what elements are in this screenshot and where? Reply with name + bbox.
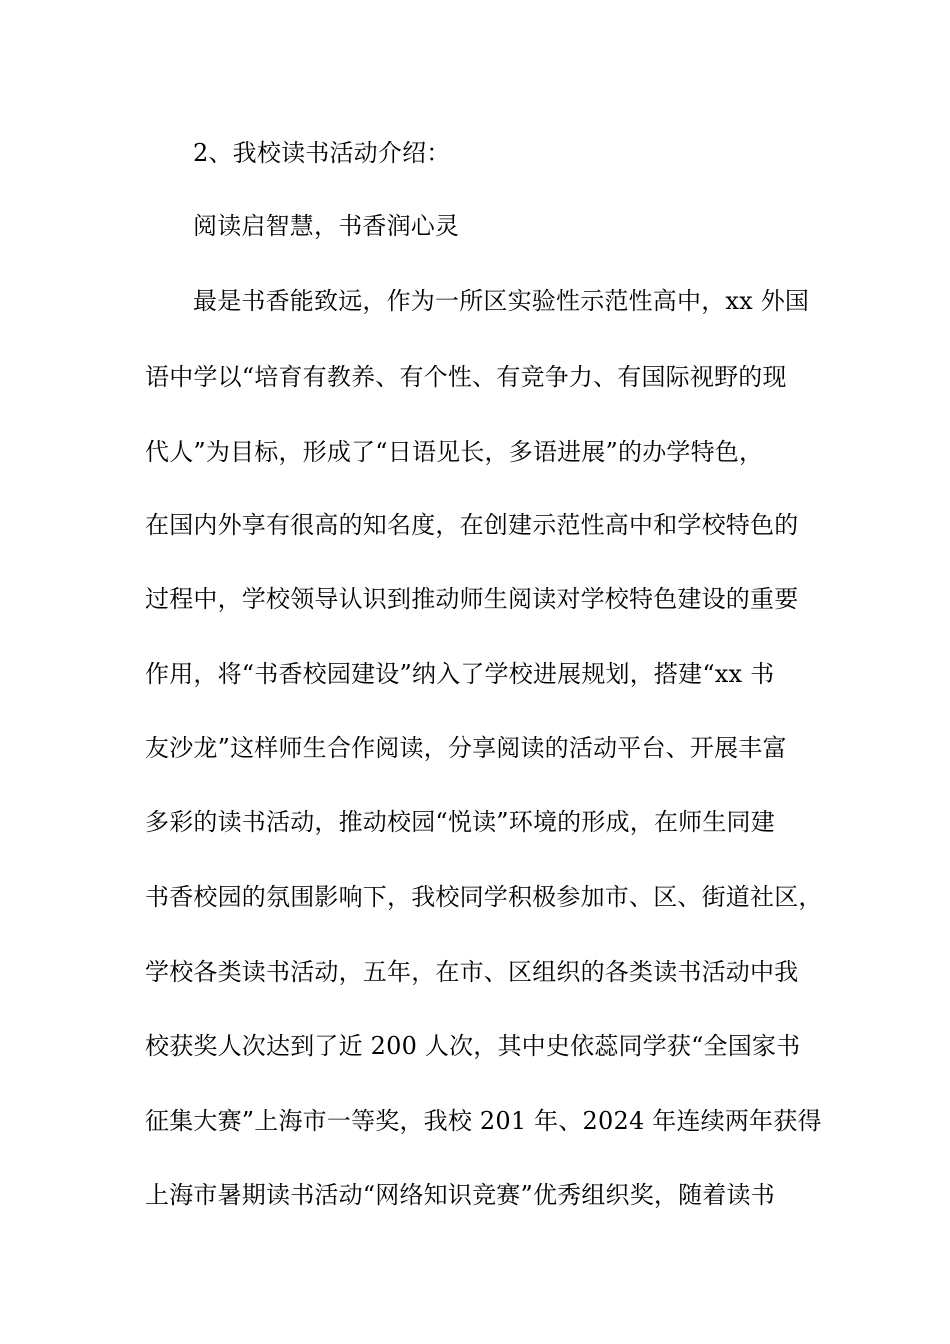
paragraph-line: 书香校园的氛围影响下，我校同学积极参加市、区、街道社区， — [145, 883, 823, 911]
paragraph-line: 最是书香能致远，作为一所区实验性示范性高中，xx 外国 — [193, 287, 810, 315]
paragraph-line: 在国内外享有很高的知名度，在创建示范性高中和学校特色的 — [145, 511, 799, 539]
section-subtitle: 阅读启智慧，书香润心灵 — [193, 212, 460, 240]
paragraph-line: 上海市暑期读书活动“网络知识竞赛”优秀组织奖，随着读书 — [145, 1181, 775, 1209]
paragraph-line: 友沙龙”这样师生合作阅读，分享阅读的活动平台、开展丰富 — [145, 734, 787, 762]
paragraph-line: 代人”为目标，形成了“日语见长，多语进展”的办学特色， — [145, 438, 764, 466]
paragraph-line: 过程中，学校领导认识到推动师生阅读对学校特色建设的重要 — [145, 585, 799, 613]
paragraph-line: 作用，将“书香校园建设”纳入了学校进展规划，搭建“xx 书 — [145, 660, 775, 688]
paragraph-line: 多彩的读书活动，推动校园“悦读”环境的形成，在师生同建 — [145, 808, 775, 836]
paragraph-line: 校获奖人次达到了近 200 人次，其中史依蕊同学获“全国家书 — [145, 1032, 801, 1060]
paragraph-line: 征集大赛”上海市一等奖，我校 201 年、2024 年连续两年获得 — [145, 1107, 822, 1135]
paragraph-line: 语中学以“培育有教养、有个性、有竞争力、有国际视野的现 — [145, 363, 787, 391]
section-heading: 2、我校读书活动介绍： — [193, 139, 451, 167]
paragraph-line: 学校各类读书活动，五年，在市、区组织的各类读书活动中我 — [145, 958, 799, 986]
